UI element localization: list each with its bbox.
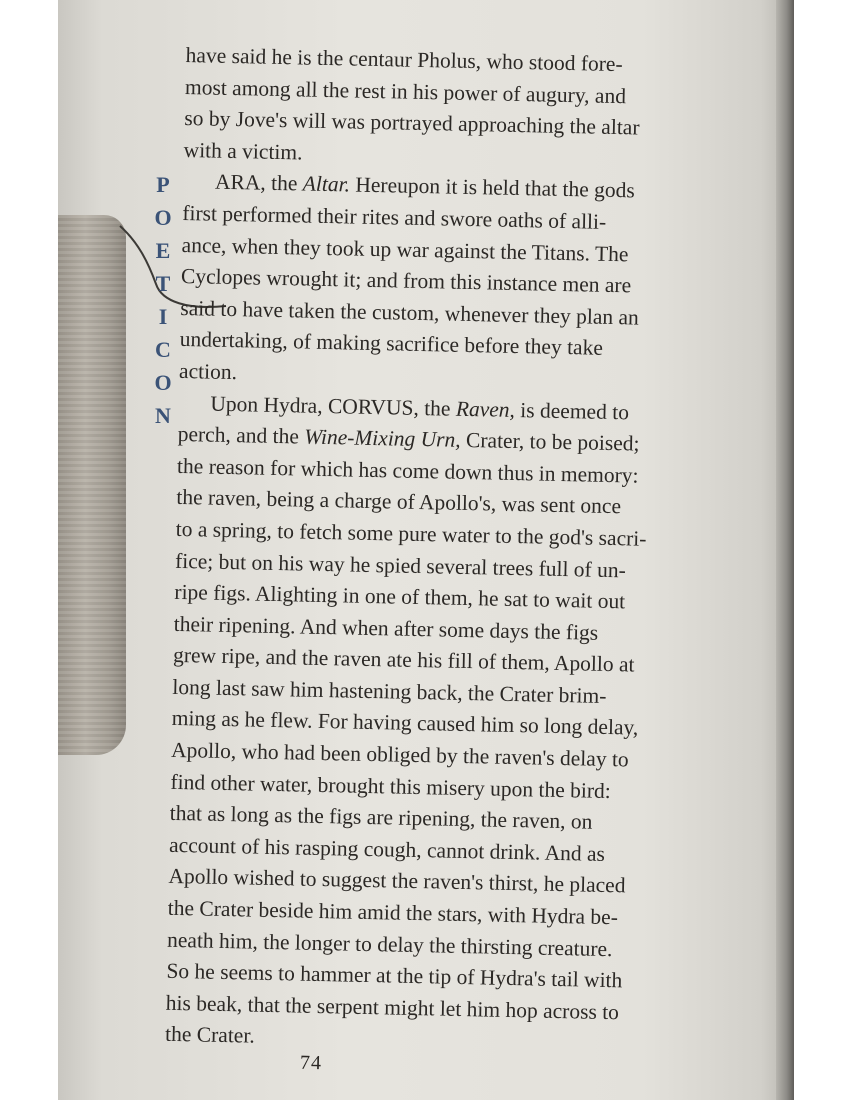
running-title-letter: T: [155, 271, 171, 296]
page-edge-shadow: [776, 0, 794, 1100]
text-line: ming as he flew. For having caused him so long delay,: [171, 706, 639, 741]
text-line: So he seems to hammer at the tip of Hydra's tail with: [166, 959, 623, 993]
text-line: ripe figs. Alighting in one of them, he sat to wait out: [174, 579, 626, 614]
text-line: long last saw him hastening back, the Crater brim-: [172, 674, 607, 708]
text-line: fice; but on his way he spied several trees full of un-: [174, 548, 627, 582]
text-run: Hereupon it is held that the gods: [349, 172, 636, 203]
text-run: Upon Hydra, CORVUS, the: [210, 391, 457, 421]
text-line: undertaking, of making sacrifice before they take: [179, 327, 604, 361]
italic-term: Altar.: [302, 171, 351, 197]
text-line: Cyclopes wrought it; and from this instance men are: [180, 264, 632, 298]
running-title-letter: O: [154, 370, 172, 395]
text-run: ARA, the: [214, 170, 304, 196]
text-line: said to have taken the custom, whenever they plan an: [180, 295, 640, 330]
text-run: Crater, to be poised;: [460, 427, 640, 456]
text-line: their ripening. And when after some days the figs: [173, 611, 599, 645]
text-line: the reason for which has come down thus in memory:: [176, 453, 639, 488]
text-run: perch, and the: [177, 422, 305, 449]
italic-term: Raven,: [455, 396, 516, 422]
text-line: first performed their rites and swore oaths of alli-: [182, 200, 607, 234]
photo-margin: [794, 0, 850, 1100]
running-title: [148, 168, 178, 432]
italic-term: Wine-Mixing Urn,: [304, 424, 461, 452]
text-line: Apollo, who had been obliged by the raven's delay to: [170, 737, 629, 772]
body-text: [165, 40, 746, 1063]
text-run: is deemed to: [514, 397, 630, 424]
running-title-letter: N: [155, 403, 171, 428]
text-line: grew ripe, and the raven ate his fill of them, Apollo at: [172, 643, 635, 677]
text-line: account of his rasping cough, cannot drink. And as: [168, 832, 606, 866]
text-line: with a victim.: [183, 137, 303, 165]
page-number: 74: [299, 1051, 323, 1075]
running-title-letter: O: [154, 205, 172, 230]
bookmark-ribbon: [58, 215, 126, 755]
text-line: that as long as the figs are ripening, the raven, on: [169, 801, 593, 834]
text-line: Apollo wished to suggest the raven's thirst, he placed: [168, 864, 626, 898]
text-line: neath him, the longer to delay the thirsting creature.: [166, 927, 613, 961]
text-line: ance, when they took up war against the Titans. The: [181, 232, 629, 266]
text-line: the Crater.: [164, 1022, 255, 1049]
text-line: find other water, brought this misery upon the bird:: [170, 769, 612, 803]
text-line: his beak, that the serpent might let him hop across to: [165, 990, 620, 1025]
running-title-letter: I: [158, 304, 168, 329]
text-line: so by Jove's will was portrayed approaching the altar: [184, 106, 640, 140]
text-line: the Crater beside him amid the stars, with Hydra be-: [167, 895, 619, 930]
text-line: action.: [178, 358, 238, 385]
running-title-letter: C: [155, 337, 171, 362]
running-title-letter: E: [155, 238, 171, 263]
text-line: to a spring, to fetch some pure water to the god's sacri-: [175, 516, 647, 551]
text-line: the raven, being a charge of Apollo's, was sent once: [176, 485, 622, 519]
text-line: most among all the rest in his power of augury, and: [184, 74, 627, 108]
running-title-letter: P: [156, 172, 170, 197]
text-line: have said he is the centaur Pholus, who stood fore-: [185, 42, 623, 77]
